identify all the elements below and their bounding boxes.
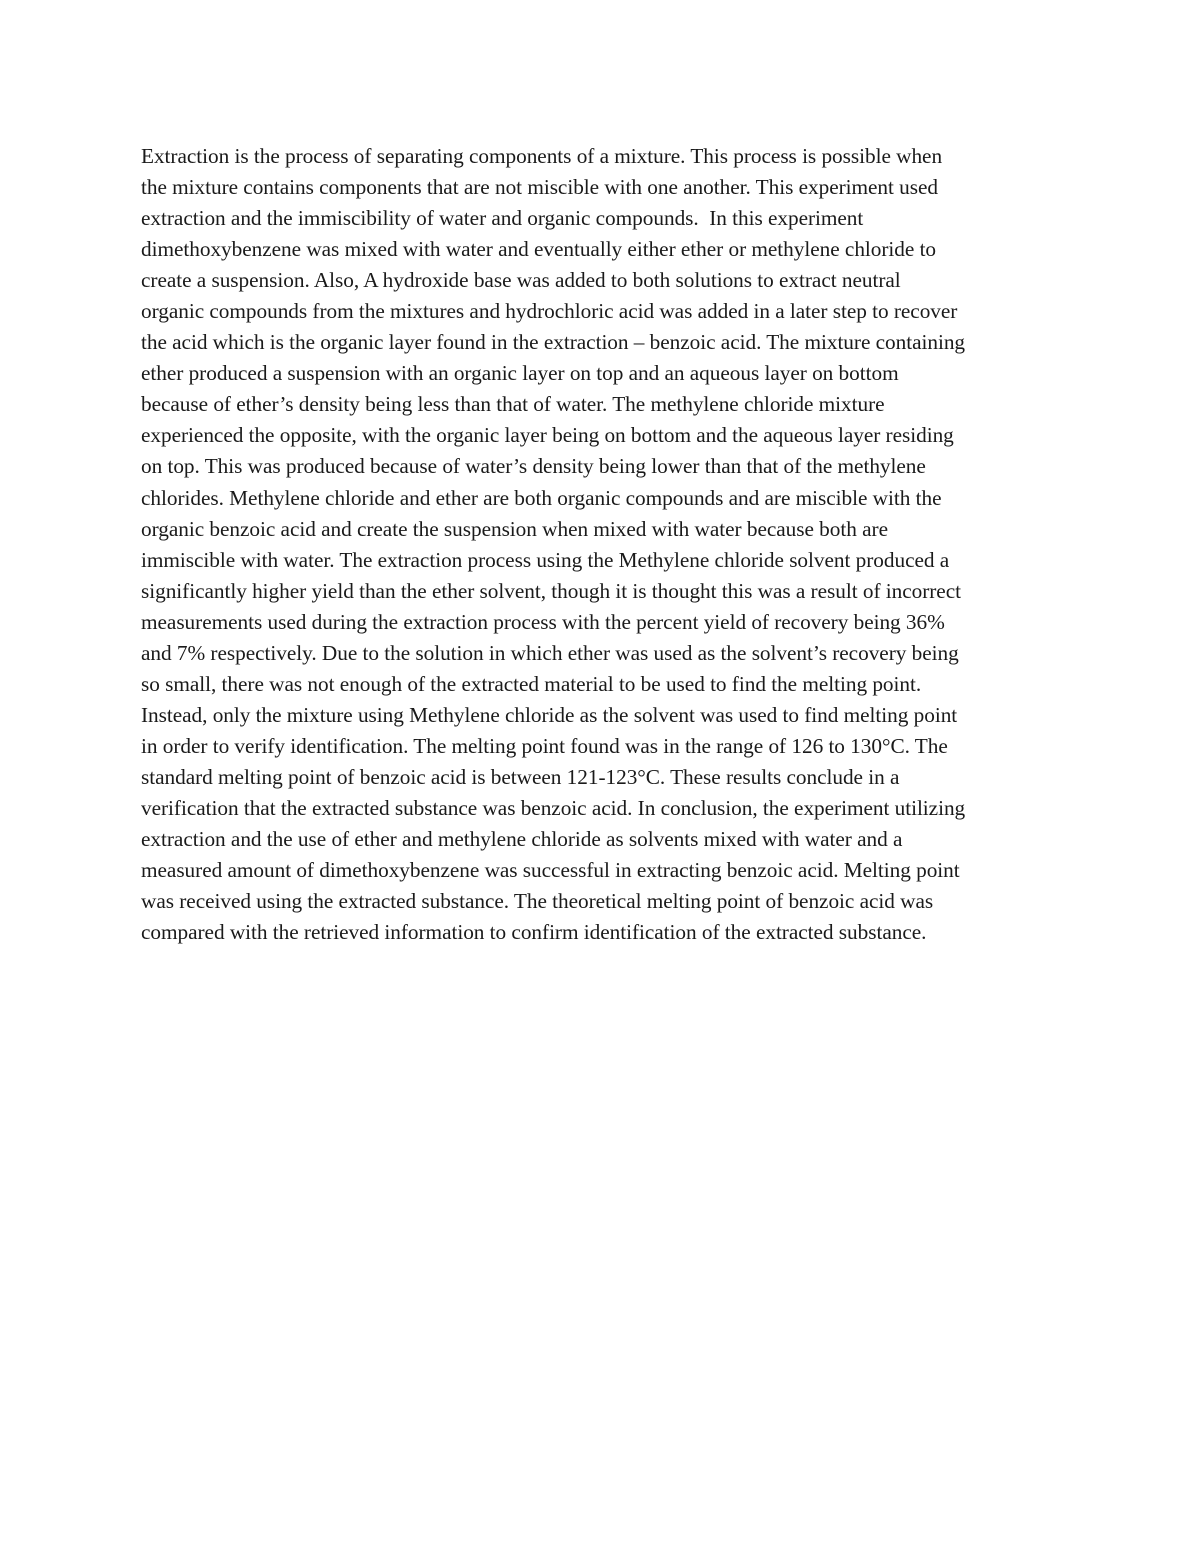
paragraph-line: chlorides. Methylene chloride and ether are both organic compounds and are miscible with the	[141, 485, 942, 510]
paragraph-line: Extraction is the process of separating components of a mixture. This process is possible when	[141, 144, 943, 168]
paragraph-line: was received using the extracted substance. The theoretical melting point of benzoic acid was	[141, 889, 934, 914]
paragraph-line: extraction and the immiscibility of water and organic compounds. In this experiment	[141, 206, 864, 231]
paragraph-line: on top. This was produced because of water’s density being lower than that of the methylene	[141, 454, 926, 479]
paragraph-line: because of ether’s density being less than that of water. The methylene chloride mixture	[141, 392, 885, 417]
paragraph-line: Instead, only the mixture using Methylene chloride as the solvent was used to find melting point	[141, 702, 958, 727]
paragraph-line: create a suspension. Also, A hydroxide base was added to both solutions to extract neutral	[141, 268, 901, 293]
paragraph-line: verification that the extracted substance was benzoic acid. In conclusion, the experiment utilizing	[141, 795, 966, 820]
paragraph-line: standard melting point of benzoic acid is between 121-123°C. These results conclude in a	[141, 764, 900, 789]
paragraph-line: the mixture contains components that are not miscible with one another. This experiment used	[141, 175, 938, 200]
paragraph-line: immiscible with water. The extraction process using the Methylene chloride solvent produced a	[141, 547, 950, 572]
paragraph-line: so small, there was not enough of the extracted material to be used to find the melting point.	[141, 671, 922, 696]
paragraph-line: measured amount of dimethoxybenzene was successful in extracting benzoic acid. Melting point	[141, 858, 960, 883]
paragraph-line: significantly higher yield than the ether solvent, though it is thought this was a result of incorrect	[141, 578, 961, 603]
paragraph-line: compared with the retrieved information to confirm identification of the extracted substance.	[141, 920, 927, 945]
paragraph-line: organic compounds from the mixtures and hydrochloric acid was added in a later step to recover	[141, 299, 958, 324]
paragraph-line: organic benzoic acid and create the suspension when mixed with water because both are	[141, 516, 888, 541]
paragraph-line: the acid which is the organic layer found in the extraction – benzoic acid. The mixture containing	[141, 330, 966, 355]
paragraph-line: and 7% respectively. Due to the solution in which ether was used as the solvent’s recovery being	[141, 640, 959, 665]
paragraph-line: ether produced a suspension with an organic layer on top and an aqueous layer on bottom	[141, 361, 899, 386]
paragraph-line: in order to verify identification. The melting point found was in the range of 126 to 130°C. The	[141, 733, 948, 758]
paragraph-line: dimethoxybenzene was mixed with water and eventually either ether or methylene chloride to	[141, 237, 937, 262]
paragraph-line: extraction and the use of ether and methylene chloride as solvents mixed with water and a	[141, 827, 903, 852]
paragraph-line: experienced the opposite, with the organic layer being on bottom and the aqueous layer residing	[141, 423, 954, 448]
body-paragraph	[141, 141, 1066, 948]
paragraph-line: measurements used during the extraction process with the percent yield of recovery being 36%	[141, 609, 945, 634]
